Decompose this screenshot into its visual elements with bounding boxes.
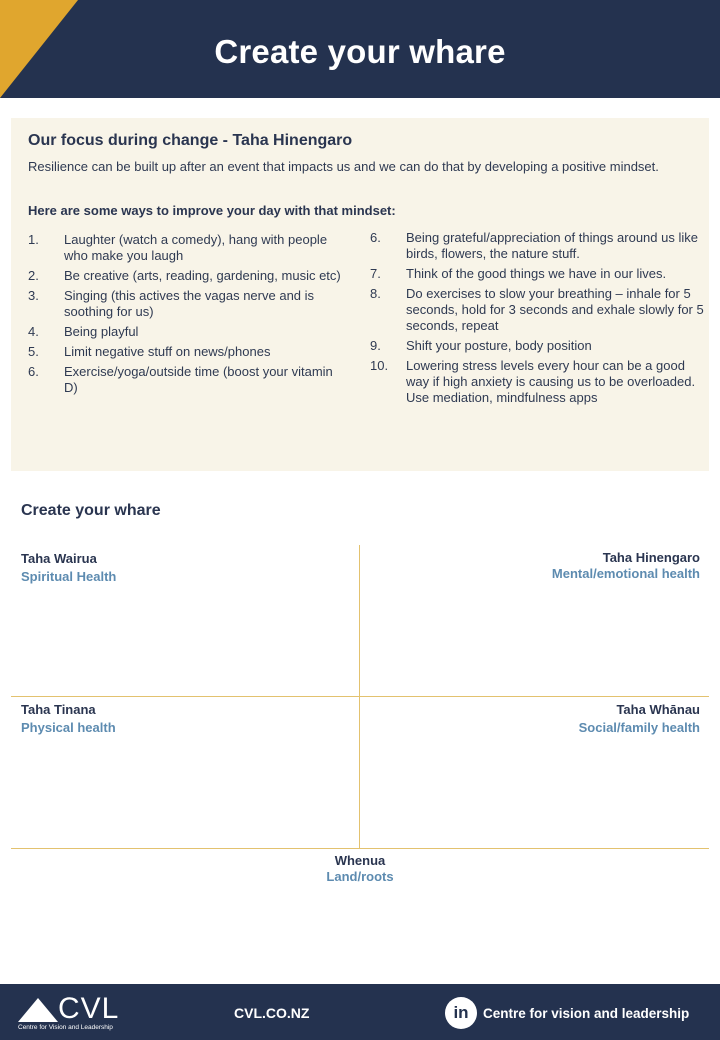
quadrant-subtitle-whanau: Social/family health — [578, 720, 700, 735]
logo-tagline: Centre for Vision and Leadership — [18, 1024, 113, 1031]
linkedin-icon[interactable]: in — [445, 997, 477, 1029]
list-item: 9. Shift your posture, body position — [370, 338, 592, 353]
base-title-whenua: Whenua — [334, 853, 386, 868]
focus-title: Our focus during change - Taha Hinengaro — [28, 132, 353, 149]
quadrant-subtitle-tinana: Physical health — [21, 720, 116, 735]
list-item: 6. Being grateful/appreciation of things around us like birds, flowers, the nature stuff. — [370, 230, 698, 261]
website-link[interactable]: CVL.CO.NZ — [234, 1005, 310, 1021]
list-item: 1. Laughter (watch a comedy), hang with people who make you laugh — [28, 232, 328, 263]
logo-wordmark: CVL — [58, 992, 120, 1025]
whare-middle-divider — [11, 696, 709, 697]
list-item: 3. Singing (this actives the vagas nerve and is soothing for us) — [28, 288, 315, 319]
triangle-logo-icon — [18, 998, 58, 1022]
list-item: 2. Be creative (arts, reading, gardening, music etc) — [28, 268, 341, 283]
quadrant-subtitle-wairua: Spiritual Health — [21, 569, 117, 584]
base-subtitle-whenua: Land/roots — [326, 869, 394, 884]
whare-base-divider — [11, 848, 709, 849]
quadrant-title-whanau: Taha Whānau — [616, 702, 700, 717]
list-item: 4. Being playful — [28, 324, 139, 339]
list-item: 10. Lowering stress levels every hour can be a good way if high anxiety is causing us to be overloaded. Use mediation, mindfulness apps — [370, 358, 696, 405]
whare-section-title: Create your whare — [21, 502, 161, 519]
whare-vertical-divider — [359, 545, 360, 849]
page-header — [0, 0, 720, 98]
list-item: 7. Think of the good things we have in our lives. — [370, 266, 667, 281]
quadrant-title-hinengaro: Taha Hinengaro — [602, 550, 700, 565]
quadrant-title-wairua: Taha Wairua — [21, 551, 97, 566]
quadrant-subtitle-hinengaro: Mental/emotional health — [551, 566, 700, 581]
quadrant-title-tinana: Taha Tinana — [21, 702, 96, 717]
linkedin-label[interactable]: Centre for vision and leadership — [483, 1006, 690, 1021]
cvl-logo — [18, 992, 122, 1034]
list-item: 8. Do exercises to slow your breathing – inhale for 5 seconds, hold for 3 seconds and exhale slowly for 5 seconds, repeat — [370, 286, 704, 333]
list-item: 5. Limit negative stuff on news/phones — [28, 344, 271, 359]
page-title: Create your whare — [214, 33, 506, 70]
tips-list-left — [28, 232, 348, 400]
focus-lead: Here are some ways to improve your day with that mindset: — [28, 203, 396, 218]
page-footer — [0, 984, 720, 1040]
list-item: 6. Exercise/yoga/outside time (boost your vitamin D) — [28, 364, 333, 395]
tips-list-right — [370, 230, 706, 410]
focus-panel — [11, 118, 709, 471]
focus-intro: Resilience can be built up after an event that impacts us and we can do that by developing a positive mindset. — [28, 159, 659, 174]
